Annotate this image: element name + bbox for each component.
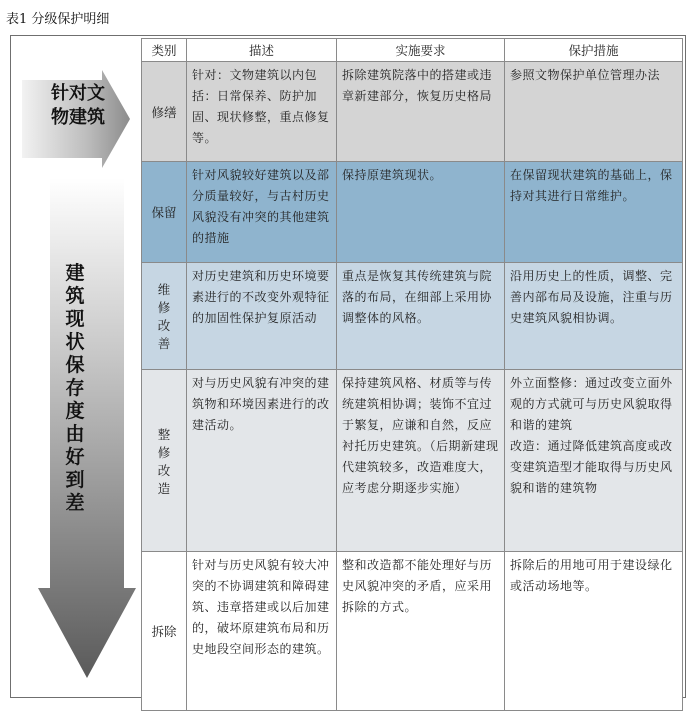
row-requirement: 保持建筑风格、材质等与传统建筑相协调；装饰不宜过于繁复，应谦和自然，反应衬托历史建筑。（后期新建现代建筑较多，改造难度大，应考虑分期逐步实施）: [337, 370, 505, 552]
table-row: [142, 162, 683, 263]
table-row: [142, 263, 683, 370]
table-row: [142, 62, 683, 162]
table-row: [142, 370, 683, 552]
row-category: 整修改造: [142, 370, 187, 552]
row-description: 针对：文物建筑以内包括：日常保养、防护加固、现状修整，重点修复等。: [187, 62, 337, 162]
row-description: 针对风貌较好建筑以及部分质量较好，与古村历史风貌没有冲突的其他建筑的措施: [187, 162, 337, 263]
row-measure: 外立面整修：通过改变立面外观的方式就可与历史风貌取得和谐的建筑 改造：通过降低建筑高度或改变建筑造型才能取得与历史风貌和谐的建筑物: [505, 370, 683, 552]
row-measure: 参照文物保护单位管理办法: [505, 62, 683, 162]
table-caption: 表1 分级保护明细: [6, 12, 110, 27]
arrow-right-label: 针对文物建筑: [51, 83, 105, 128]
row-description: 针对与历史风貌有较大冲突的不协调建筑和障碍建筑、违章搭建或以后加建的，破坏原建筑布局和历史地段空间形态的建筑。: [187, 552, 337, 711]
header-description: 描述: [187, 39, 337, 62]
table-header-row: [142, 39, 683, 62]
row-description: 对与历史风貌有冲突的建筑物和环境因素进行的改建活动。: [187, 370, 337, 552]
row-requirement: 重点是恢复其传统建筑与院落的布局，在细部上采用协调整体的风格。: [337, 263, 505, 370]
row-measure: 在保留现状建筑的基础上，保持对其进行日常维护。: [505, 162, 683, 263]
row-requirement: 拆除建筑院落中的搭建或违章新建部分，恢复历史格局: [337, 62, 505, 162]
row-category: 修缮: [142, 62, 187, 162]
row-description: 对历史建筑和历史环境要素进行的不改变外观特征的加固性保护复原活动: [187, 263, 337, 370]
arrow-down-label: 建筑现状保存度由好到差: [65, 262, 85, 514]
header-category: 类别: [142, 39, 187, 62]
row-category: 保留: [142, 162, 187, 263]
header-requirement: 实施要求: [337, 39, 505, 62]
header-measure: 保护措施: [505, 39, 683, 62]
row-measure: 拆除后的用地可用于建设绿化或活动场地等。: [505, 552, 683, 711]
row-requirement: 保持原建筑现状。: [337, 162, 505, 263]
row-category: 维修改善: [142, 263, 187, 370]
row-requirement: 整和改造都不能处理好与历史风貌冲突的矛盾，应采用拆除的方式。: [337, 552, 505, 711]
row-measure: 沿用历史上的性质，调整、完善内部布局及设施，注重与历史建筑风貌相协调。: [505, 263, 683, 370]
table-row: [142, 552, 683, 711]
protection-table: [141, 38, 683, 711]
row-category: 拆除: [142, 552, 187, 711]
